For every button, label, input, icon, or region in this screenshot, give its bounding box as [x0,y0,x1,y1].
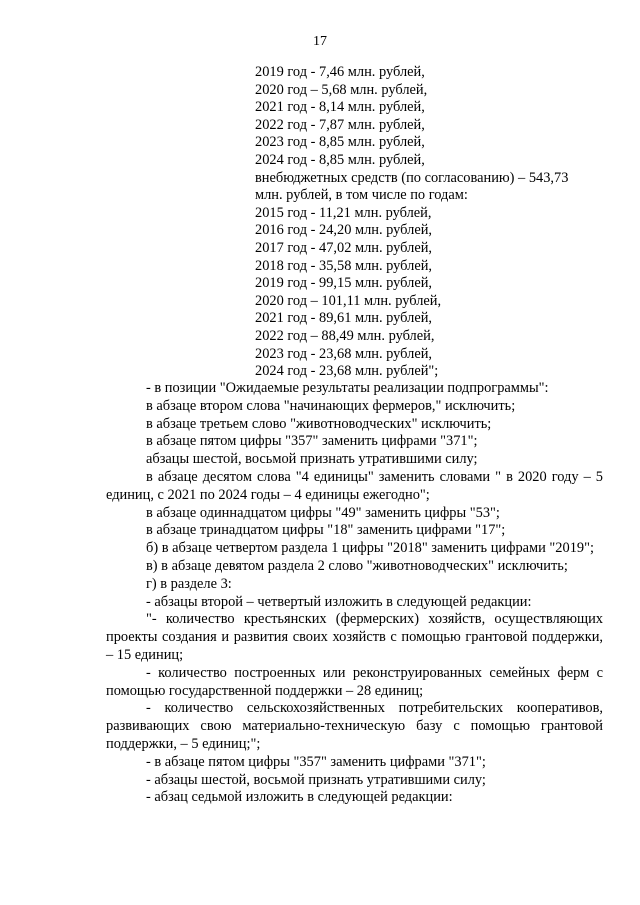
paragraph: в) в абзаце девятом раздела 2 слово "животноводческих" исключить; [146,557,568,574]
financing-line: 2020 год – 101,11 млн. рублей, [255,292,442,309]
financing-line: 2015 год - 11,21 млн. рублей, [255,204,432,221]
paragraph: - абзацы шестой, восьмой признать утратившими силу; [146,771,486,788]
financing-line: 2022 год – 88,49 млн. рублей, [255,327,435,344]
financing-line: 2019 год - 99,15 млн. рублей, [255,275,433,292]
paragraph: - абзац седьмой изложить в следующей редакции: [146,789,453,806]
paragraph: абзацы шестой, восьмой признать утратившими силу; [146,451,478,468]
paragraph: в абзаце втором слова "начинающих фермеров," исключить; [146,397,516,414]
paragraph: - количество сельскохозяйственных потребительских кооперативов, развивающих свою материально-техническую базу с помощью грантовой поддержки, – 5 единиц;"; [106,700,603,752]
paragraph: г) в разделе 3: [146,575,232,592]
financing-line: 2022 год - 7,87 млн. рублей, [255,116,425,133]
paragraph: в абзаце тринадцатом цифры "18" заменить цифрами "17"; [146,522,506,539]
paragraph: - в позиции "Ожидаемые результаты реализации подпрограммы": [146,380,549,396]
financing-line: 2019 год - 7,46 млн. рублей, [255,64,425,80]
paragraph: в абзаце десятом слова "4 единицы" заменить словами " в 2020 году – 5 единиц, с 2021 по 2024 годы – 4 единицы ежегодно"; [106,468,603,503]
paragraph: "- количество крестьянских (фермерских) хозяйств, осуществляющих проекты создания и развития своих хозяйств с помощью грантовой поддержки, – 15 единиц; [106,611,603,663]
financing-line: 2021 год - 89,61 млн. рублей, [255,310,433,327]
amendments-text [106,380,603,807]
paragraph: - в абзаце пятом цифры "357" заменить цифрами "371"; [146,753,486,770]
paragraph: - абзацы второй – четвертый изложить в следующей редакции: [146,593,532,610]
financing-line: 2024 год - 23,68 млн. рублей"; [255,363,439,380]
extra-budget-line: млн. рублей, в том числе по годам: [255,187,468,204]
financing-line: 2024 год - 8,85 млн. рублей, [255,151,425,168]
financing-line: 2016 год - 24,20 млн. рублей, [255,222,433,239]
financing-line: 2020 год – 5,68 млн. рублей, [255,81,428,98]
financing-line: 2021 год - 8,14 млн. рублей, [255,99,425,116]
extra-budget-line: внебюджетных средств (по согласованию) – 543,73 [255,169,569,186]
paragraph: в абзаце третьем слово "животноводческих" исключить; [146,415,492,432]
financing-line: 2018 год - 35,58 млн. рублей, [255,257,433,274]
paragraph: - количество построенных или реконструированных семейных ферм с помощью государственной поддержки – 28 единиц; [106,664,603,699]
financing-block [255,64,605,381]
financing-line: 2023 год - 23,68 млн. рублей, [255,345,433,362]
paragraph: б) в абзаце четвертом раздела 1 цифры "2018" заменить цифрами "2019"; [146,540,594,557]
financing-line: 2023 год - 8,85 млн. рублей, [255,134,425,151]
page-number: 17 [313,34,327,49]
paragraph: в абзаце пятом цифры "357" заменить цифрами "371"; [146,433,478,450]
paragraph: в абзаце одиннадцатом цифры "49" заменить цифры "53"; [146,504,500,521]
financing-line: 2017 год - 47,02 млн. рублей, [255,239,433,256]
